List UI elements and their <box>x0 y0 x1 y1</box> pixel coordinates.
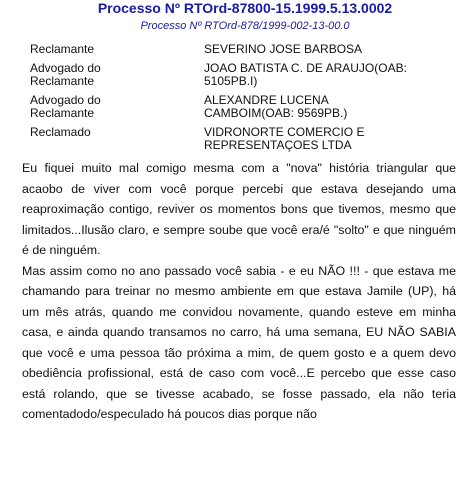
party-role: Advogado do Reclamante <box>30 61 101 88</box>
party-name: VIDRONORTE COMERCIO E REPRESENTAÇOES LTDA <box>204 125 365 152</box>
body-paragraph-2: Mas assim como no ano passado você sabia - e eu NÃO !!! - que estava me chamando para treinar no mesmo ambiente em que estava Jamile (UP), há um mês atrás, quando me convidou novamente, quando esteve em minha casa, e ainda quando transamos no carro, há uma semana, EU NÃO SABIA que você e uma pessoa tão próxima a mim, de quem gosto e a quem devo obediência profissional, está de caso com você...E percebo que esse caso está rolando, que se tivesse acabado, se fosse passado, ela não teria comentadodo/especulado há poucos dias porque não <box>22 263 456 421</box>
party-role: Reclamante <box>30 42 95 56</box>
body-text <box>22 158 458 425</box>
party-row <box>30 43 458 56</box>
party-row <box>30 94 458 120</box>
body-paragraph-1: Eu fiquei muito mal comigo mesma com a "nova" história triangular que acaobo de viver com você porque percebi que estava desejando uma reaproximação contigo, reviver os momentos bons que tivemos, mesmo que limitados...Ilusão claro, e sempre soube que você era/é "solto" e que ninguém é de ninguém. <box>22 161 456 257</box>
parties-table <box>30 43 458 152</box>
party-row <box>30 62 458 88</box>
party-name: JOAO BATISTA C. DE ARAUJO(OAB: 5105PB.I) <box>204 61 407 88</box>
process-subtitle: Processo Nº RTOrd-878/1999-002-13-00.0 <box>140 20 350 32</box>
party-row <box>30 126 458 152</box>
party-role: Reclamado <box>30 125 91 139</box>
party-role: Advogado do Reclamante <box>30 93 101 120</box>
party-name: SEVERINO JOSE BARBOSA <box>204 42 363 56</box>
process-title: Processo Nº RTOrd-87800-15.1999.5.13.0002 <box>97 0 393 16</box>
party-name: ALEXANDRE LUCENA CAMBOIM(OAB: 9569PB.) <box>204 93 348 120</box>
